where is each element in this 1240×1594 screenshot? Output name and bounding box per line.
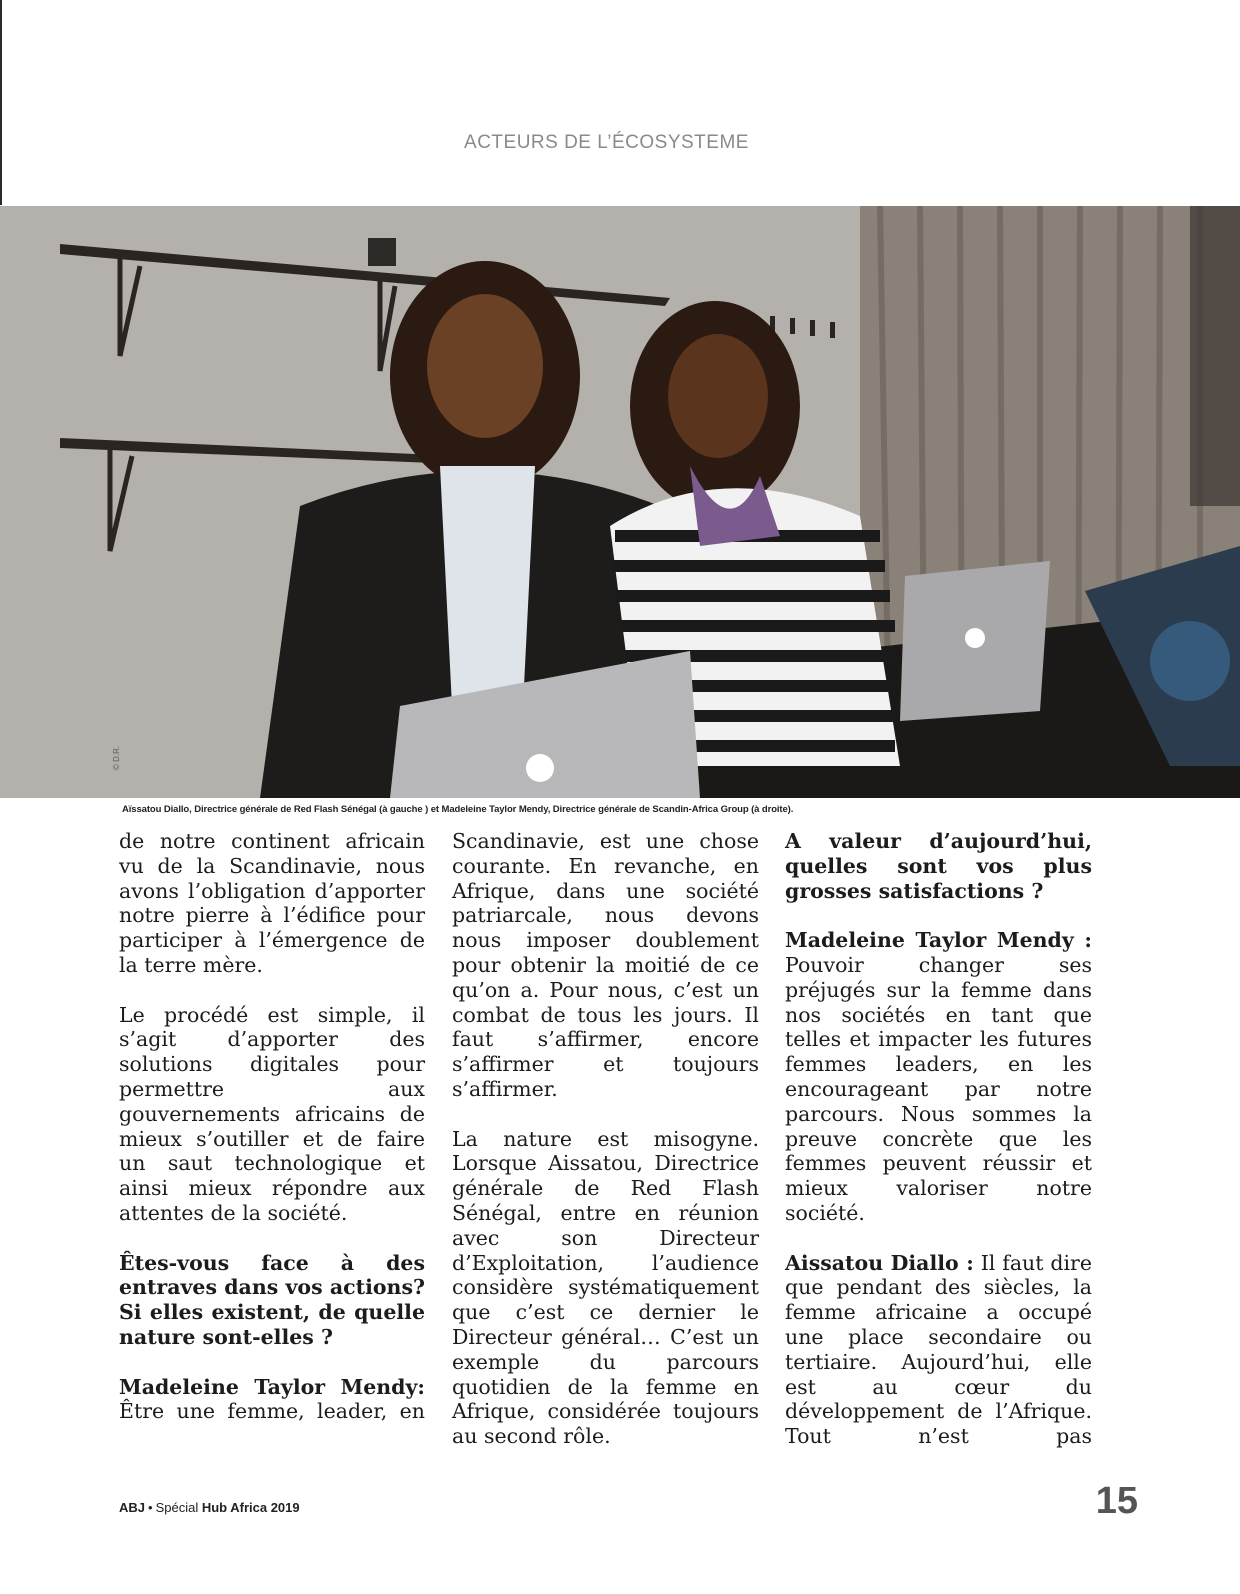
answer-text: Il faut dire que pendant des siècles, la femme africaine a occupé une place secondaire ou tertiaire. Aujourd’hui, elle est au cœur du développement de l’Afrique. Tout n’est pas [785,1250,1092,1449]
photo-credit: © D.R. [112,745,121,770]
page-footer [119,1500,300,1515]
paragraph: La nature est misogyne. Lorsque Aissatou, Directrice générale de Red Flash Sénégal, entre en réunion avec son Directeur d’Exploitation, l’audience considère systématiquement que c’est ce dernier le Directeur général… C’est un exemple du parcours quotidien de la femme en Afrique, considérée toujours au second rôle. [452,1126,759,1449]
magazine-brand: ABJ [119,1500,146,1515]
speaker-name: Madeleine Taylor Mendy : [785,928,1092,953]
answer-paragraph [119,1375,425,1425]
page-number: 15 [1095,1480,1138,1522]
answer-paragraph [785,1251,1092,1449]
paragraph: Scandinavie, est une chose courante. En revanche, en Afrique, dans une société patriarcale, nous devons nous imposer doublement pour obtenir la moitié de ce qu’on a. Pour nous, c’est un combat de tous les jours. Il faut s’affirmer, encore s’affirmer et toujours s’affirmer. [452,829,759,1101]
article-photo [0,206,1240,798]
special-label: Spécial [155,1500,199,1515]
left-margin-rule [0,0,2,205]
answer-paragraph [785,928,1092,1226]
interview-question: Êtes-vous face à des entraves dans vos actions? Si elles existent, de quelle nature sont-elles ? [119,1250,425,1349]
article-column-1 [119,829,425,1424]
section-header: ACTEURS DE L’ÉCOSYSTEME [464,132,749,153]
paragraph: de notre continent africain vu de la Scandinavie, nous avons l’obligation d’apporter notre pierre à l’édifice pour participer à l’émergence de la terre mère. [119,829,425,977]
separator: • [148,1500,153,1515]
article-column-3 [785,829,1092,1449]
interview-question: A valeur d’aujourd’hui, quelles sont vos plus grosses satisfactions ? [785,829,1092,903]
photo-caption: Aïssatou Diallo, Directrice générale de Red Flash Sénégal (à gauche ) et Madeleine Taylor Mendy, Directrice générale de Scandin-Africa Group (à droite). [122,804,794,815]
answer-text: Pouvoir changer ses préjugés sur la femme dans nos sociétés en tant que telles et impacter les futures femmes leaders, en les encourageant par notre parcours. Nous sommes la preuve concrète que les femmes peuvent réussir et mieux valoriser notre société. [785,952,1092,1225]
speaker-name: Aissatou Diallo : [785,1250,974,1275]
edition-title: Hub Africa 2019 [201,1500,300,1515]
answer-text: Être une femme, leader, en [119,1399,425,1424]
speaker-name: Madeleine Taylor Mendy: [119,1374,425,1399]
article-column-2 [452,829,759,1449]
paragraph: Le procédé est simple, il s’agit d’apporter des solutions digitales pour permettre aux gouvernements africains de mieux s’outiller et de faire un saut technologique et ainsi mieux répondre aux attentes de la société. [119,1002,425,1225]
